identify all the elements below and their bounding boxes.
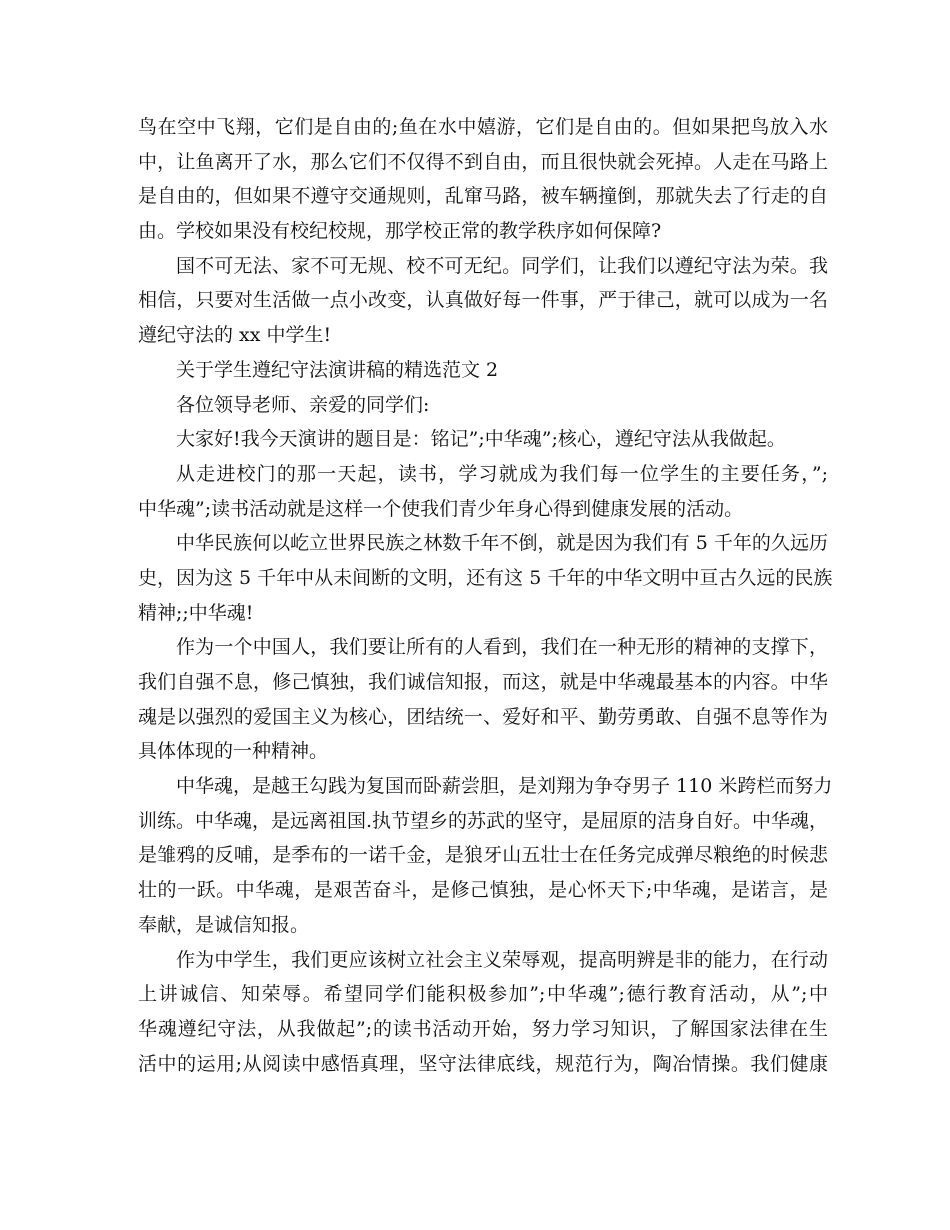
text-line: 中，让鱼离开了水，那么它们不仅得不到自由，而且很快就会死掉。人走在马路上 xyxy=(138,150,828,173)
text-line: 中华魂”;读书活动就是这样一个使我们青少年身心得到健康发展的活动。 xyxy=(138,497,744,520)
text-line: 各位领导老师、亲爱的同学们: xyxy=(176,393,430,416)
text-line: 相信，只要对生活做一点小改变，认真做好每一件事，严于律己，就可以成为一名 xyxy=(138,289,828,312)
text-line: 关于学生遵纪守法演讲稿的精选范文 2 xyxy=(176,358,499,381)
text-line: 壮的一跃。中华魂，是艰苦奋斗，是修己慎独，是心怀天下;中华魂，是诺言，是 xyxy=(138,879,828,902)
text-line: 活中的运用;从阅读中感悟真理，坚守法律底线，规范行为，陶冶情操。我们健康 xyxy=(138,1052,828,1075)
text-line: 训练。中华魂，是远离祖国.执节望乡的苏武的坚守，是屈原的洁身自好。中华魂， xyxy=(138,809,829,832)
text-line: 是雏鸦的反哺，是季布的一诺千金，是狼牙山五壮士在任务完成弹尽粮绝的时候悲 xyxy=(138,844,828,867)
text-line: 奉献，是诚信知报。 xyxy=(138,913,310,936)
document-body xyxy=(138,110,833,1081)
text-line: 我们自强不息，修己慎独，我们诚信知报，而这，就是中华魂最基本的内容。中华 xyxy=(138,671,828,693)
text-line: 华魂遵纪守法，从我做起”;的读书活动开始，努力学习知识，了解国家法律在生 xyxy=(138,1017,828,1040)
text-line: 中华魂，是越王勾践为复国而卧薪尝胆，是刘翔为争夺男子 110 米跨栏而努力 xyxy=(176,775,833,798)
text-line: 上讲诚信、知荣辱。希望同学们能积极参加”;中华魂”;德行教育活动，从”;中 xyxy=(138,983,828,1006)
text-line: 遵纪守法的 xx 中学生! xyxy=(138,324,332,347)
text-line: 具体体现的一种精神。 xyxy=(138,740,329,763)
text-line: 魂是以强烈的爱国主义为核心，团结统一、爱好和平、勤劳勇敢、自强不息等作为 xyxy=(138,705,828,728)
text-line: 中华民族何以屹立世界民族之林数千年不倒，就是因为我们有 5 千年的久远历 xyxy=(176,532,828,555)
text-line: 从走进校门的那一天起，读书，学习就成为我们每一位学生的主要任务，”; xyxy=(176,462,828,485)
text-line: 大家好!我今天演讲的题目是：铭记”;中华魂”;核心，遵纪守法从我做起。 xyxy=(176,428,786,451)
text-line: 作为中学生，我们更应该树立社会主义荣辱观，提高明辨是非的能力，在行动 xyxy=(176,948,828,971)
text-line: 鸟在空中飞翔，它们是自由的;鱼在水中嬉游，它们是自由的。但如果把鸟放入水 xyxy=(138,116,828,138)
text-line: 由。学校如果没有校纪校规，那学校正常的教学秩序如何保障? xyxy=(138,220,662,243)
text-line: 国不可无法、家不可无规、校不可无纪。同学们，让我们以遵纪守法为荣。我 xyxy=(176,254,828,277)
text-line: 是自由的，但如果不遵守交通规则，乱窜马路，被车辆撞倒，那就失去了行走的自 xyxy=(138,185,828,208)
text-line: 史，因为这 5 千年中从未间断的文明，还有这 5 千年的中华文明中亘古久远的民族 xyxy=(138,566,833,589)
text-line: 精神;;中华魂! xyxy=(138,601,254,624)
text-line: 作为一个中国人，我们要让所有的人看到，我们在一种无形的精神的支撑下， xyxy=(176,636,828,659)
